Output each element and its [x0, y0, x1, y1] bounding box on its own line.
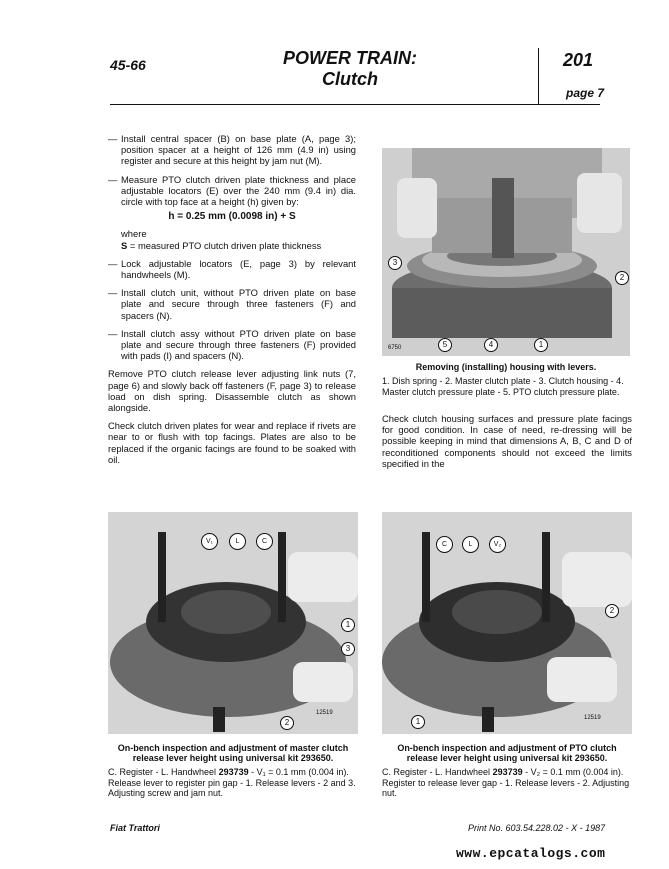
paragraph: Check clutch driven plates for wear and replace if rivets are near to or flush with top facings. Plates are also to be replaced if the organic facings are found to be soaked with oil.	[108, 420, 356, 465]
right-paragraph: Check clutch housing surfaces and pressure plate facings for good condition. In case of need, re-dressing will be possible keeping in mind that dimensions A, B, C and D of reconditioned components should not exceed the limits specified in the	[382, 413, 632, 469]
callout-v1: V₁	[201, 533, 218, 550]
caption-rest: - V₁ = 0.1 mm (0.004 in). Release lever to register pin gap - 1. Release levers - 2 and 3. Adjusting screw and jam nut.	[108, 767, 356, 798]
callout-c: C	[436, 536, 453, 553]
where-label: where	[121, 228, 147, 240]
paragraph: Remove PTO clutch release lever adjusting link nuts (7, page 6) and slowly back off fasteners (F, page 3) to release load on dish spring. Disassemble clutch as shown alongside.	[108, 368, 356, 414]
figure-number: 12519	[316, 710, 333, 716]
bullet-item: — Lock adjustable locators (E, page 3) by relevant handwheels (M).	[108, 258, 356, 280]
page-title	[250, 48, 450, 90]
caption-lead: C. Register - L. Handwheel	[108, 767, 219, 777]
watermark-link[interactable]: www.epcatalogs.com	[456, 846, 606, 861]
callout-1: 1	[411, 715, 425, 729]
footer-print-number: Print No. 603.54.228.02 - X - 1987	[468, 823, 606, 833]
callout-c: C	[256, 533, 273, 550]
bullet-item: — Install clutch unit, without PTO driven plate on base plate and secure through three fasteners (F) and spacers (N).	[108, 287, 356, 321]
figure-caption-text: 1. Dish spring - 2. Master clutch plate - 3. Clutch housing - 4. Master clutch pressure plate - 5. PTO clutch pressure plate.	[382, 376, 624, 397]
section-number: 45-66	[110, 57, 146, 73]
callout-l: L	[229, 533, 246, 550]
footer-brand: Fiat Trattori	[110, 823, 160, 833]
formula: h = 0.25 mm (0.0098 in) + S	[168, 211, 296, 223]
figure-number: 12519	[584, 715, 601, 721]
bullet-item: — Install central spacer (B) on base plate (A, page 3); position spacer at a height of 126 mm (4.9 in) using register and secure at this height by jam nut (M).	[108, 133, 356, 167]
page-subnumber: page 7	[566, 86, 605, 100]
bullet-item: — Install clutch assy without PTO driven plate on base plate and secure through three fasteners (F) provided with pads (I) and spacers (N).	[108, 328, 356, 362]
caption-rest: - V₂ = 0.1 mm (0.004 in). Register to release lever gap - 1. Release levers - 2. Adjusting nut.	[382, 767, 630, 798]
formula-definition	[108, 228, 356, 250]
figure-pto-clutch-adjust	[382, 512, 632, 734]
callout-2: 2	[615, 271, 629, 285]
housing-photo	[382, 148, 630, 356]
left-column	[108, 133, 356, 472]
title-line-1: POWER TRAIN:	[283, 48, 417, 68]
pto-clutch-photo	[382, 512, 632, 734]
bullet-item: — Measure PTO clutch driven plate thickness and place adjustable locators (E) over the 240 mm (9.4 in) dia. circle with top face at a height (h) given by:	[108, 174, 356, 208]
page-number: 201	[563, 50, 594, 70]
s-symbol: S	[121, 239, 128, 251]
part-number: 293739	[492, 767, 523, 777]
figure-master-clutch-adjust	[108, 512, 358, 734]
title-line-2: Clutch	[322, 69, 378, 89]
figure-housing-removal	[382, 148, 630, 356]
header-divider	[538, 48, 539, 104]
figure-caption-title: On-bench inspection and adjustment of master clutch release lever height using universal kit 293650.	[117, 743, 349, 763]
callout-4: 4	[484, 338, 498, 352]
header-rule	[110, 104, 600, 105]
callout-5: 5	[438, 338, 452, 352]
figure-number: 6750	[388, 345, 402, 351]
figure-caption-title: On-bench inspection and adjustment of PTO clutch release lever height using universal kit 293650.	[397, 743, 617, 763]
callout-3: 3	[341, 642, 355, 656]
part-number: 293739	[218, 767, 249, 777]
s-definition: = measured PTO clutch driven plate thickness	[127, 239, 322, 251]
figure-caption-text	[382, 767, 634, 799]
figure-caption-text	[108, 767, 360, 799]
callout-2: 2	[280, 716, 294, 730]
callout-3: 3	[388, 256, 402, 270]
callout-v2: V₂	[489, 536, 506, 553]
caption-lead: C. Register - L. Handwheel	[382, 767, 493, 777]
callout-1: 1	[534, 338, 548, 352]
callout-1: 1	[341, 618, 355, 632]
callout-2: 2	[605, 604, 619, 618]
figure-caption-title: Removing (installing) housing with levers.	[415, 362, 597, 372]
callout-l: L	[462, 536, 479, 553]
